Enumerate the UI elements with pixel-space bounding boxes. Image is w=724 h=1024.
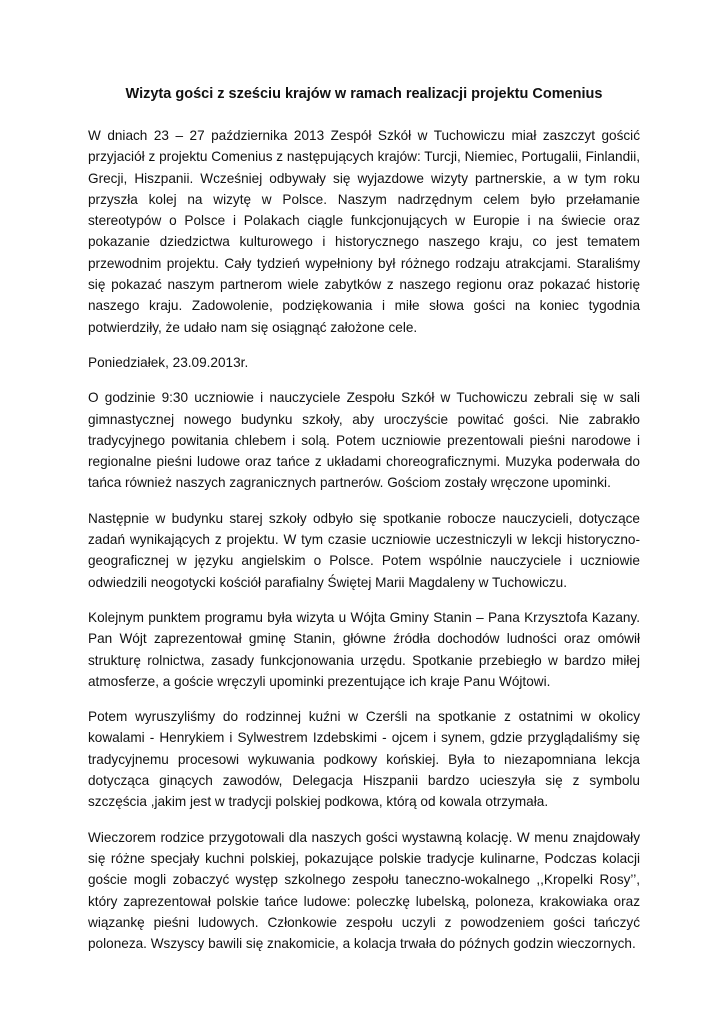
paragraph-mayor-visit: Kolejnym punktem programu była wizyta u Wójta Gminy Stanin – Pana Krzysztofa Kazany. Pan Wójt zaprezentował gminę Stanin, główne źródła dochodów ludności oraz omówił strukturę rolnictwa, zasady funkcjonowania urzędu. Spotkanie przebiegło w bardzo miłej atmosferze, a goście wręczyli upominki prezentujące ich kraje Panu Wójtowi.: [88, 609, 640, 689]
paragraph-intro: W dniach 23 – 27 października 2013 Zespół Szkół w Tuchowiczu miał zaszczyt gościć przyjaciół z projektu Comenius z następujących krajów: Turcji, Niemiec, Portugalii, Finlandii, Grecji, Hiszpanii. Wcześniej odbywały się wyjazdowe wizyty partnerskie, a w tym roku przyszła kolej na wizytę w Polsce. Naszym nadrzędnym celem było przełamanie stereotypów o Polsce i Polakach ciągle funkcjonujących w Europie i na świecie oraz pokazanie dziedzictwa kulturowego i historycznego naszego kraju, co jest tematem przewodnim projektu. Cały tydzień wypełniony był różnego rodzaju atrakcjami. Staraliśmy się pokazać naszym partnerom wiele zabytków z naszego regionu oraz pokazać historię naszego kraju. Zadowolenie, podziękowania i miłe słowa gości na koniec tygodnia potwierdziły, że udało nam się osiągnąć założone cele.: [88, 128, 640, 335]
paragraph-forge: Potem wyruszyliśmy do rodzinnej kuźni w Czerśli na spotkanie z ostatnimi w okolicy kowalami - Henrykiem i Sylwestrem Izdebskimi - ojcem i synem, gdzie przyglądaliśmy się tradycyjnemu procesowi wykuwania podkowy końskiej. Była to niezapomniana lekcja dotycząca ginących zawodów, Delegacja Hiszpanii bardzo ucieszyła się z symbolu szczęścia ,jakim jest w tradycji polskiej podkowa, którą od kowala otrzymała.: [88, 709, 640, 810]
document-title: Wizyta gości z sześciu krajów w ramach realizacji projektu Comenius: [125, 86, 603, 102]
day-heading-monday: Poniedziałek, 23.09.2013r.: [88, 354, 249, 370]
paragraph-meeting: Następnie w budynku starej szkoły odbyło się spotkanie robocze nauczycieli, dotyczące zadań wynikających z projektu. W tym czasie uczniowie uczestniczyli w lekcji historyczno-geograficznej w języku angielskim o Polsce. Potem wspólnie nauczyciele i uczniowie odwiedzili neogotycki kościół parafialny Świętej Marii Magdaleny w Tuchowiczu.: [88, 510, 640, 590]
document-page: [88, 83, 640, 968]
paragraph-dinner: Wieczorem rodzice przygotowali dla naszych gości wystawną kolację. W menu znajdowały się różne specjały kuchni polskiej, pokazujące polskie tradycje kulinarne, Podczas kolacji goście mogli zobaczyć występ szkolnego zespołu taneczno-wokalnego ,,Kropelki Rosy’’, który zaprezentował polskie tańce ludowe: poleczkę lubelską, poloneza, krakowiaka oraz wiązankę pieśni ludowych. Członkowie zespołu uczyli z powodzeniem gości tańczyć poloneza. Wszyscy bawili się znakomicie, a kolacja trwała do późnych godzin wieczornych.: [88, 829, 640, 952]
paragraph-welcome: O godzinie 9:30 uczniowie i nauczyciele Zespołu Szkół w Tuchowiczu zebrali się w sali gimnastycznej nowego budynku szkoły, aby uroczyście powitać gości. Nie zabrakło tradycyjnego powitania chlebem i solą. Potem uczniowie prezentowali pieśni narodowe i regionalne pieśni ludowe oraz tańce z układami choreograficznymi. Muzyka poderwała do tańca również naszych zagranicznych partnerów. Gościom zostały wręczone upominki.: [88, 390, 640, 491]
